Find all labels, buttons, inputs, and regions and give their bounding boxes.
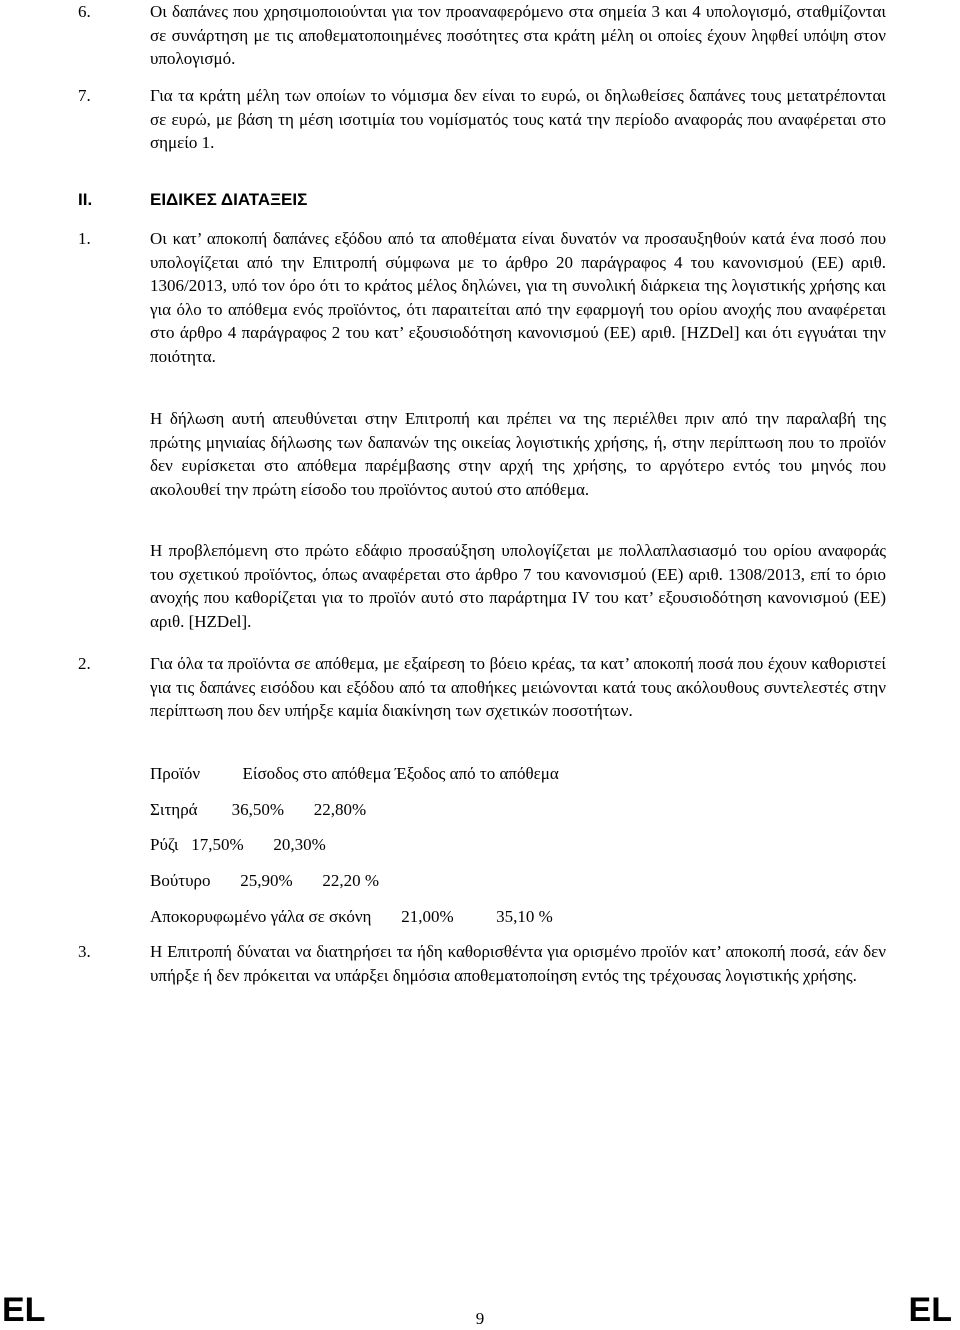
paragraph: Οι κατ’ αποκοπή δαπάνες εξόδου από τα αποθέματα είναι δυνατόν να προσαυξηθούν κατά ένα ποσό που υπολογίζεται από την Επιτροπή σύμφωνα με το άρθρο 20 παράγραφος 4 του κανονισμού (ΕΕ) αριθ. 1306/2013, υπό τον όρο ότι το κράτος μέλος δηλώνει, για τη συνολική διάρκεια της λογιστικής χρήσης και για όλο το απόθεμα ενός προϊόντος, ότι παραιτείται από την εφαρμογή του ορίου ανοχής που αναφέρεται στο άρθρο 4 παράγραφος 2 του κατ’ εξουσιοδότηση κανονισμού (ΕΕ) αριθ. [HZDel] και ότι εγγυάται την ποιότητα. [150, 229, 886, 366]
section-title: ΕΙΔΙΚΕΣ ΔΙΑΤΑΞΕΙΣ [150, 190, 308, 209]
table-row: Αποκορυφωμένο γάλα σε σκόνη 21,00% 35,10 % [150, 907, 553, 926]
paragraph: Για όλα τα προϊόντα σε απόθεμα, με εξαίρεση το βόειο κρέας, τα κατ’ αποκοπή ποσά που έχουν καθοριστεί για τις δαπάνες εισόδου και εξόδου από τα αποθήκες μειώνονται κατά τους ακόλουθους συντελεστές στην περίπτωση που δεν υπήρξε καμία διακίνηση των σχετικών ποσοτήτων. [150, 654, 886, 721]
paragraph: Οι δαπάνες που χρησιμοποιούνται για τον προαναφερόμενο στα σημεία 3 και 4 υπολογισμό, σταθμίζονται σε συνάρτηση με τις αποθεματοποιημένες ποσότητες στα κράτη μέλη οι οποίες έχουν ληφθεί υπόψη στον υπολογισμό. [150, 2, 886, 69]
item-number: 1. [78, 229, 91, 248]
item-text [150, 84, 886, 155]
section-title-wrap [150, 188, 886, 212]
paragraph: Για τα κράτη μέλη των οποίων το νόμισμα δεν είναι το ευρώ, οι δηλωθείσες δαπάνες τους μετατρέπονται σε ευρώ, με βάση τη μέση ισοτιμία του νομίσματός τους κατά την περίοδο αναφοράς που αναφέρεται στο σημείο 1. [150, 86, 886, 153]
paragraph: Η δήλωση αυτή απευθύνεται στην Επιτροπή και πρέπει να της περιέλθει πριν από την παραλαβή της πρώτης μηνιαίας δήλωσης των δαπανών της οικείας λογιστικής χρήσης, ή, στην περίπτωση που το προϊόν δεν ευρίσκεται στο απόθεμα παρέμβασης στην αρχή της χρήσης, το αργότερο εντός του μηνός που ακολουθεί την πρώτη είσοδο του προϊόντος αυτού στο απόθεμα. [150, 409, 886, 499]
item-number: 2. [78, 654, 91, 673]
page-number: 9 [475, 1309, 485, 1328]
paragraph: Η Επιτροπή δύναται να διατηρήσει τα ήδη καθορισθέντα για ορισμένο προϊόν κατ’ αποκοπή ποσά, εάν δεν υπήρξε ή δεν πρόκειται να υπάρξει δημόσια αποθεματοποίηση εντός της τρέχουσας λογιστικής χρήσης. [150, 942, 886, 985]
table-row: Σιτηρά 36,50% 22,80% [150, 800, 367, 819]
section-number: II. [78, 190, 93, 209]
footer-language-mark-left: EL [2, 1291, 46, 1329]
item-number: 7. [78, 86, 91, 105]
table-row: Βούτυρο 25,90% 22,20 % [150, 871, 380, 890]
paragraph: Η προβλεπόμενη στο πρώτο εδάφιο προσαύξηση υπολογίζεται με πολλαπλασιασμό του ορίου αναφοράς του σχετικού προϊόντος, όπως αναφέρεται στο άρθρο 7 του κανονισμού (ΕΕ) αριθ. 1308/2013, επί το όριο ανοχής που καθορίζεται για το προϊόν αυτό στο παράρτημα IV του κατ’ εξουσιοδότηση κανονισμού (ΕΕ) αριθ. [HZDel]. [150, 541, 886, 631]
item-number: 6. [78, 2, 91, 21]
item-text [150, 652, 886, 723]
footer-language-mark-right: EL [908, 1291, 952, 1329]
item-text [150, 940, 886, 987]
item-text [150, 227, 886, 369]
item-text [150, 407, 886, 501]
table-row: Ρύζι 17,50% 20,30% [150, 835, 326, 854]
item-number: 3. [78, 942, 91, 961]
table-header: Προϊόν Είσοδος στο απόθεμα Έξοδος από το απόθεμα [150, 764, 559, 783]
item-text [150, 539, 886, 633]
item-text [150, 0, 886, 71]
